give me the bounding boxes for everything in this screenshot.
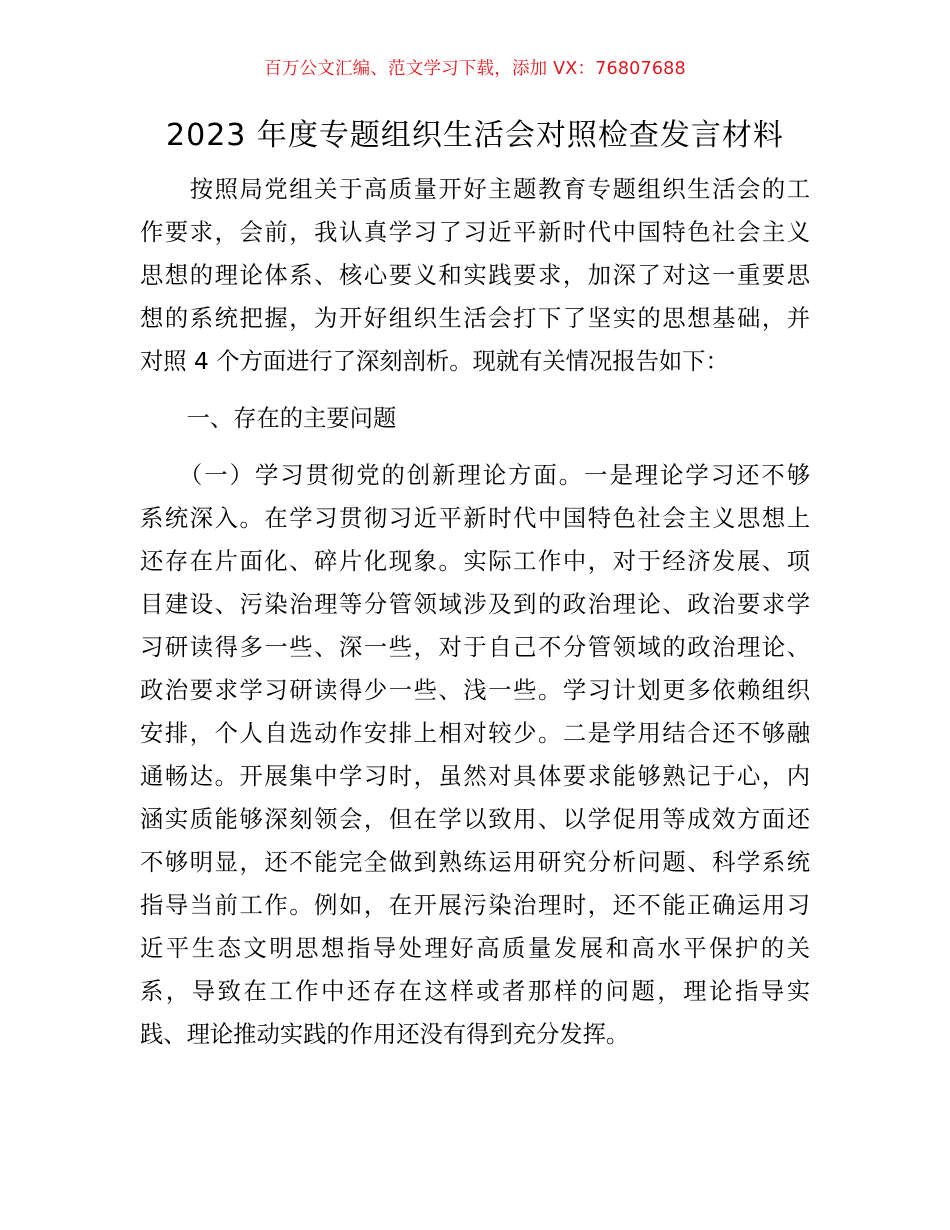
section-heading <box>140 397 810 440</box>
text-line: 指导当前工作。例如，在开展污染治理时，还不能正确运用习 <box>140 892 810 919</box>
text-line: 作要求，会前，我认真学习了习近平新时代中国特色社会主义 <box>140 219 810 246</box>
text-line: 不够明显，还不能完全做到熟练运用研究分析问题、科学系统 <box>140 849 810 876</box>
heading-line: 一、存在的主要问题 <box>140 405 397 432</box>
text-line: 习研读得多一些、深一些，对于自己不分管领域的政治理论、 <box>140 634 810 661</box>
document-title: 2023 年度专题组织生活会对照检查发言材料 <box>166 118 784 153</box>
watermark-banner: 百万公文汇编、范文学习下载，添加 VX：76807688 <box>264 59 686 79</box>
text-line: 系统深入。在学习贯彻习近平新时代中国特色社会主义思想上 <box>140 505 810 532</box>
text-line: 政治要求学习研读得少一些、浅一些。学习计划更多依赖组织 <box>140 677 810 704</box>
text-line: 践、理论推动实践的作用还没有得到充分发挥。 <box>140 1021 630 1048</box>
text-line: 系，导致在工作中还存在这样或者那样的问题，理论指导实 <box>140 978 810 1005</box>
text-line: 涵实质能够深刻领会，但在学以致用、以学促用等成效方面还 <box>140 806 810 833</box>
text-line: 通畅达。开展集中学习时，虽然对具体要求能够熟记于心，内 <box>140 763 810 790</box>
text-line: 按照局党组关于高质量开好主题教育专题组织生活会的工 <box>140 176 810 203</box>
paragraph-problem-1 <box>140 454 810 1056</box>
paragraph-intro <box>140 168 810 383</box>
text-line: 安排，个人自选动作安排上相对较少。二是学用结合还不够融 <box>140 720 810 747</box>
text-line: 还存在片面化、碎片化现象。实际工作中，对于经济发展、项 <box>140 548 810 575</box>
text-line: 想的系统把握，为开好组织生活会打下了坚实的思想基础，并 <box>140 305 810 332</box>
text-line: （一）学习贯彻党的创新理论方面。一是理论学习还不够 <box>140 462 810 489</box>
text-line: 近平生态文明思想指导处理好高质量发展和高水平保护的关 <box>140 935 810 962</box>
text-line: 思想的理论体系、核心要义和实践要求，加深了对这一重要思 <box>140 262 810 289</box>
text-line: 对照 4 个方面进行了深刻剖析。现就有关情况报告如下： <box>140 348 729 375</box>
document-body <box>140 168 810 1056</box>
text-line: 目建设、污染治理等分管领域涉及到的政治理论、政治要求学 <box>140 591 810 618</box>
